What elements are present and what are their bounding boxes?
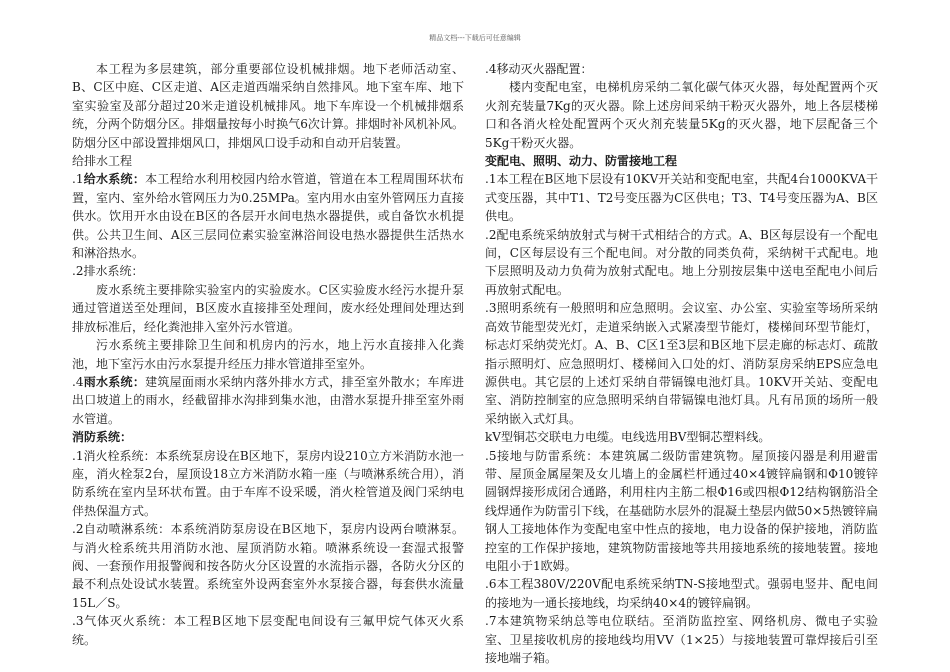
rainwater-paragraph bbox=[72, 373, 464, 428]
fire-section-title: 消防系统： bbox=[72, 430, 133, 445]
hydrant-paragraph: .1消火栓系统：本系统泵房设在B区地下，泵房内设210立方米消防水池一座，消火栓泵2台，屋顶设18立方米消防水箱一座（与喷淋系统合用），消防系统在室内呈环状布置。由于车库不设采暖，消火栓管道及阀门采纳电伴热保温方式。 bbox=[72, 448, 464, 518]
smoke-exhaust-paragraph: 本工程为多层建筑，部分重要部位设机械排烟。地下老师活动室、B、C区中庭、C区走道、A区走道西端采纳自然排风。地下室车库、地下室实验室及部分超过20米走道设机械排风。地下车库设一个机械排烟系统，分两个防烟分区。排烟量按每小时换气6次计算。排烟时补风机补风。防烟分区中部设置排烟风口，排烟风口设手动和自动开启装置。 bbox=[72, 62, 464, 150]
rainwater-number: .4 bbox=[72, 374, 84, 389]
waste-water-paragraph: 废水系统主要排除实验室内的实验废水。C区实验废水经污水提升泵通过管道送至处理间，B区废水直接排至处理间，废水经处理间处理达到排放标准后，经化粪池排入室外污水管道。 bbox=[72, 282, 464, 334]
left-column bbox=[72, 60, 464, 649]
water-section-title: 给排水工程 bbox=[72, 154, 133, 169]
rainwater-text: 建筑屋面雨水采纳内落外排水方式，排至室外散水；车库进出口坡道上的雨水，经截留排水沟排到集水池，由潜水泵提升排至室外雨水管道。 bbox=[72, 374, 464, 426]
water-supply-number: .1 bbox=[72, 172, 84, 187]
equipotential-bonding-paragraph: .7本建筑物采纳总等电位联结。至消防监控室、网络机房、微电子实验室、卫星接收机房的接地线均用VV（1×25）与接地装置可靠焊接后引至接地端子箱。 bbox=[485, 614, 878, 665]
sprinkler-paragraph: .2自动喷淋系统：本系统消防泵房设在B区地下，泵房内设两台喷淋泵。与消火栓系统共用消防水池、屋顶消防水箱。喷淋系统设一套湿式报警阀、一套预作用报警阀和按各防火分区设置的水流指示器，各防火分区的最不利点处设试水装置。系统室外设两套室外水泵接合器，每套供水流量15L／S。 bbox=[72, 522, 464, 610]
gas-extinguishing-paragraph: .3气体灭火系统：本工程B区地下层变配电间设有三氟甲烷气体灭火系统。 bbox=[72, 614, 464, 647]
rainwater-label: 雨水系统： bbox=[83, 374, 146, 389]
page-header: 精品文档---下载后可任意编辑 bbox=[429, 34, 521, 42]
lightning-protection-paragraph: .5接地与防雷系统：本建筑属二级防雷建筑物。屋顶接闪器是利用避雷带、屋顶金属屋架及女儿墙上的金属栏杆通过40×4镀锌扁钢和Φ10镀锌圆钢焊接形成闭合通路，利用柱内主筋二根Φ16或四根Φ12结构钢筋沿全线焊通作为防雷引下线，在基础防水层外的混凝土垫层内做50×5热镀锌扁钢人工接地体作为变配电室中性点的接地，电力设备的保护接地，消防监控室的工作保护接地，建筑物防雷接地等共用接地系统的接地装置。接地电阻小于1欧姆。 bbox=[485, 448, 878, 573]
substation-paragraph: .1本工程在B区地下层设有10KV开关站和变配电室，共配4台1000KVA干式变压器，其中T1、T2号变压器为C区供电；T3、T4号变压器为A、B区供电。 bbox=[485, 172, 878, 224]
water-supply-paragraph bbox=[72, 170, 464, 262]
lighting-paragraph: .3照明系统有一般照明和应急照明。会议室、办公室、实验室等场所采纳高效节能型荧光灯，走道采纳嵌入式紧凑型节能灯，楼梯间环型节能灯，标志灯采纳荧光灯。A、B、C区1至3层和B区地下层走廊的标志灯、疏散指示照明灯、应急照明灯、楼梯间入口处的灯、消防泵房采纳EPS应急电源供电。其它层的上述灯采纳自带镉镍电池灯具。10KV开关站、变配电室、消防控制室的应急照明采纳自带镉镍电池灯具。凡有吊顶的场所一般采纳嵌入式灯具。 bbox=[485, 301, 878, 426]
extinguisher-title: .4移动灭火器配置： bbox=[485, 62, 593, 76]
water-supply-label: 给水系统： bbox=[83, 172, 146, 187]
grounding-system-paragraph: .6本工程380V/220V配电系统采纳TN-S接地型式。强弱电竖井、配电间的接地为一通长接地线，均采纳40×4的镀锌扁钢。 bbox=[485, 577, 878, 610]
sewage-paragraph: 污水系统主要排除卫生间和机房内的污水，地上污水直接排入化粪池，地下室污水由污水泵提升经压力排水管道排至室外。 bbox=[72, 338, 464, 371]
drainage-title: .2排水系统： bbox=[72, 264, 144, 279]
cable-paragraph: kV型铜芯交联电力电缆。电线选用BV型铜芯塑料线。 bbox=[485, 430, 771, 445]
extinguisher-paragraph: 楼内变配电室，电梯机房采纳二氧化碳气体灭火器，每处配置两个灭火剂充装量7Kg的灭火器。除上述房间采纳干粉灭火器外，地上各层楼梯口和各消火栓处配置两个灭火剂充装量5Kg的灭火器，地下层配备三个5Kg干粉灭火器。 bbox=[485, 80, 878, 150]
distribution-paragraph: .2配电系统采纳放射式与树干式相结合的方式。A、B区每层设有一个配电间，C区每层设有三个配电间。对分散的同类负荷，采纳树干式配电。地下层照明及动力负荷为放射式配电。地上分别按层集中送电至配电小间后再放射式配电。 bbox=[485, 227, 878, 297]
electrical-section-title: 变配电、照明、动力、防雷接地工程 bbox=[485, 154, 678, 169]
right-column bbox=[485, 60, 878, 667]
water-supply-text: 本工程给水利用校园内给水管道，管道在本工程周围环状布置，室内、室外给水管网压力为0.25MPa。室内用水由室外管网压力直接供水。饮用开水由设在B区的各层开水间电热水器提供，或自备饮水机提供。公共卫生间、A区三层同位素实验室淋浴间设电热水器提供生活热水和淋浴热水。 bbox=[72, 172, 464, 261]
